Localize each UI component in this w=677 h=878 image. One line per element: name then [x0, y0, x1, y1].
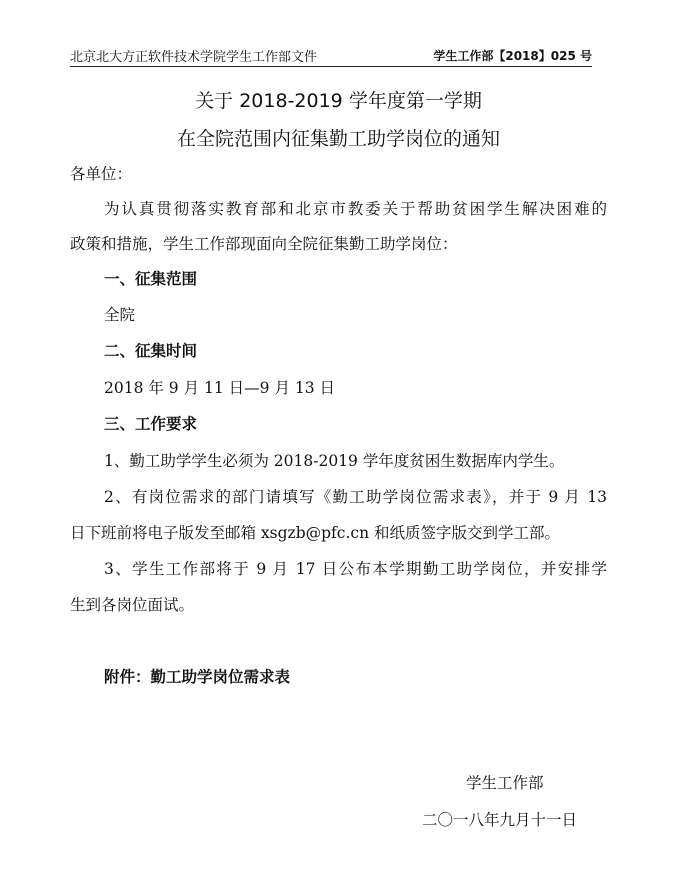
header-issuer: 北京北大方正软件技术学院学生工作部文件: [70, 50, 318, 65]
header-doc-number: 学生工作部【2018】025 号: [433, 49, 592, 63]
requirement-2-line-2: 日下班前将电子版发至邮箱 xsgzb@pfc.cn 和纸质签字版交到学工部。: [70, 524, 560, 542]
attachment-note: 附件：勤工助学岗位需求表: [104, 668, 291, 686]
time-heading: 二、征集时间: [104, 342, 198, 360]
scope-heading: 一、征集范围: [104, 270, 198, 288]
intro-line-2: 政策和措施，学生工作部现面向全院征集勤工助学岗位：: [70, 235, 458, 253]
signature-dept: 学生工作部: [466, 774, 544, 792]
scope-text: 全院: [104, 306, 136, 324]
signature-date: 二〇一八年九月十一日: [422, 811, 578, 829]
title-line-2: 在全院范围内征集勤工助学岗位的通知: [176, 128, 500, 150]
title-line-1: 关于 2018-2019 学年度第一学期: [195, 90, 482, 112]
requirement-3-line-1: 3、学生工作部将于 9 月 17 日公布本学期勤工助学岗位，并安排学: [104, 560, 607, 578]
requirement-1: 1、勤工助学学生必须为 2018-2019 学年度贫困生数据库内学生。: [104, 452, 565, 470]
requirement-2-line-1: 2、有岗位需求的部门请填写《勤工助学岗位需求表》，并于 9 月 13: [104, 488, 607, 506]
requirement-3-line-2: 生到各岗位面试。: [70, 596, 195, 614]
time-text: 2018 年 9 月 11 日—9 月 13 日: [104, 379, 336, 397]
requirements-heading: 三、工作要求: [104, 415, 198, 433]
document-header: [70, 44, 592, 67]
salutation: 各单位：: [70, 165, 133, 183]
intro-line-1: 为认真贯彻落实教育部和北京市教委关于帮助贫困学生解决困难的: [104, 200, 607, 218]
